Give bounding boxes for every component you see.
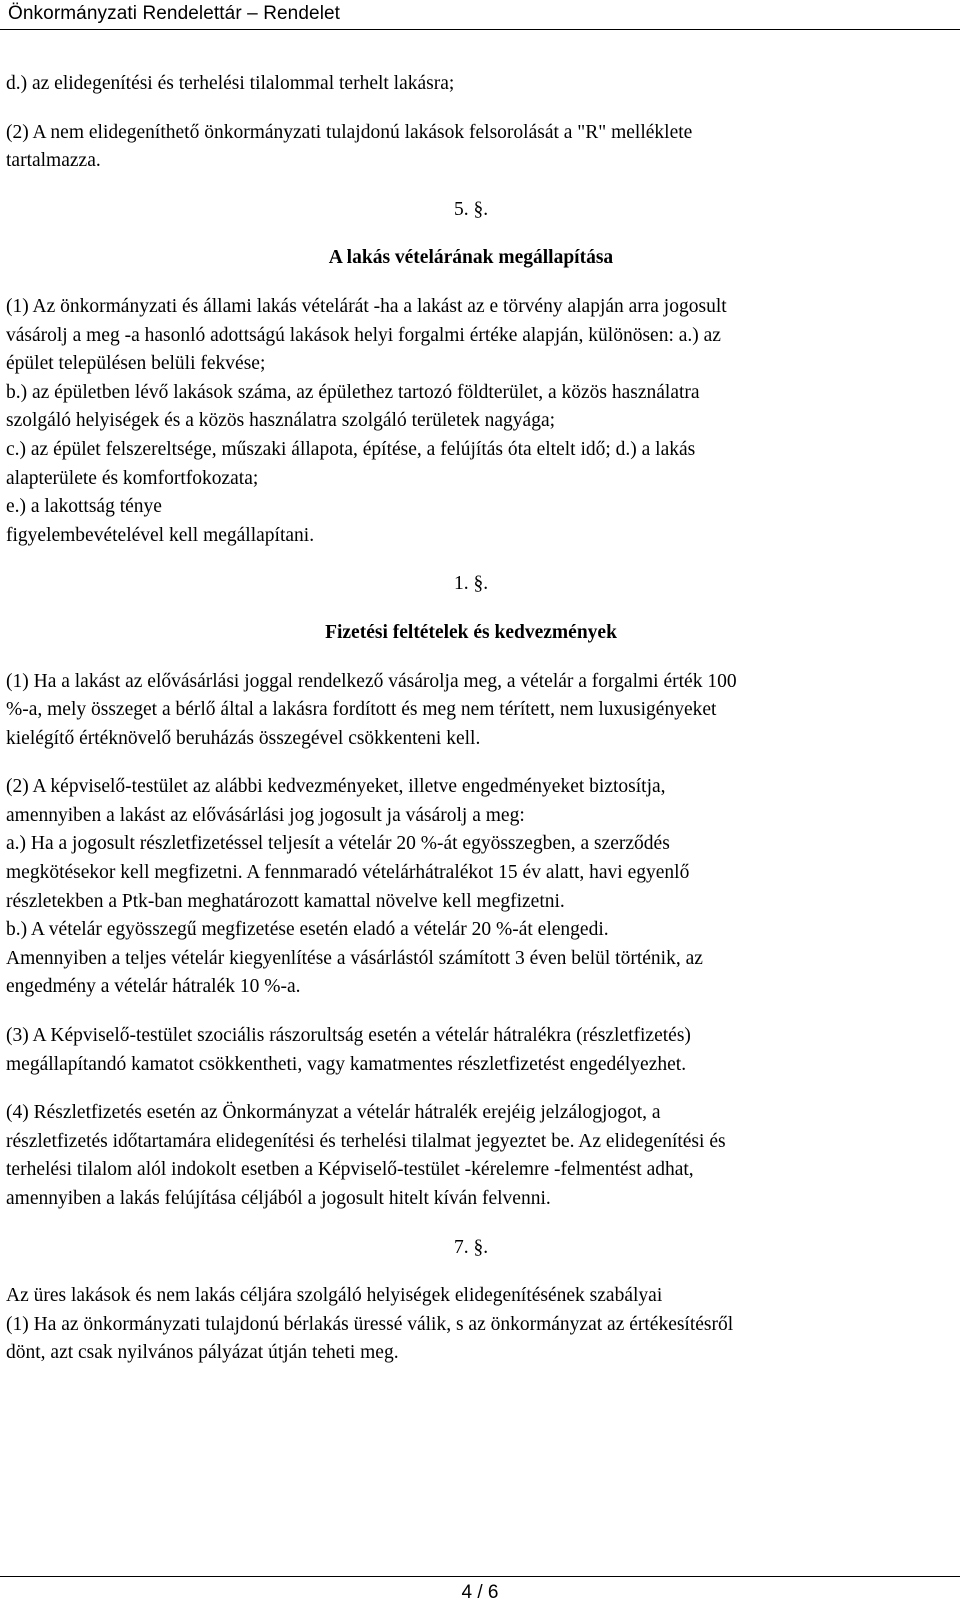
section-1-number: 1. §. bbox=[453, 573, 489, 595]
s5-line: szolgáló helyiségek és a közös használatra szolgáló területek nagyága; bbox=[6, 410, 556, 432]
s5-line: figyelembevételével kell megállapítani. bbox=[6, 524, 315, 546]
s1-2-line: Amennyiben a teljes vételár kiegyenlítése a vásárlástól számított 3 éven belül történik, az bbox=[6, 947, 703, 969]
section-5-number: 5. §. bbox=[453, 198, 489, 220]
section-5-title: A lakás vételárának megállapítása bbox=[328, 247, 614, 269]
document-header bbox=[0, 0, 960, 30]
paragraph-d: d.) az elidegenítési és terhelési tilalommal terhelt lakásra; bbox=[6, 73, 455, 94]
s1-3-line: (3) A Képviselő-testület szociális rászorultság esetén a vételár hátralékra (részletfizetés) bbox=[6, 1025, 691, 1047]
s5-line: c.) az épület felszereltsége, műszaki állapota, építése, a felújítás óta eltelt idő; d.) a lakás bbox=[6, 438, 696, 460]
s1-4-line: amennyiben a lakás felújítása céljából a jogosult hitelt kíván felvenni. bbox=[6, 1188, 551, 1209]
document-body bbox=[6, 70, 936, 1368]
page-number: 4 / 6 bbox=[461, 1582, 499, 1603]
section-7-number: 7. §. bbox=[453, 1236, 489, 1258]
s7-1-line: (1) Ha az önkormányzati tulajdonú bérlakás üressé válik, s az önkormányzat az értékesítésről bbox=[6, 1313, 734, 1335]
s1-2-line: (2) A képviselő-testület az alábbi kedvezményeket, illetve engedményeket biztosítja, bbox=[6, 776, 666, 798]
s1-4-line: (4) Részletfizetés esetén az Önkormányzat a vételár hátralék erejéig jelzálogjogot, a bbox=[6, 1102, 661, 1124]
s1-4-line: részletfizetés időtartamára elidegenítési és terhelési tilalmat jegyeztet be. Az elidegenítési és bbox=[6, 1130, 726, 1152]
section-1-title: Fizetési feltételek és kedvezmények bbox=[325, 621, 617, 643]
paragraph-2-line-2: tartalmazza. bbox=[6, 150, 101, 172]
s1-2-line: engedmény a vételár hátralék 10 %-a. bbox=[6, 976, 301, 998]
s5-line: vásárolj a meg -a hasonló adottságú lakások helyi forgalmi értéke alapján, különösen: a.) az bbox=[6, 324, 721, 346]
s1-4-line: terhelési tilalom alól indokolt esetben a Képviselő-testület -kérelemre -felmentést adhat, bbox=[6, 1159, 694, 1181]
s1-1-line: %-a, mely összeget a bérlő által a lakásra fordított és meg nem térített, nem luxusigényeket bbox=[6, 699, 717, 721]
paragraph-2-line-1: (2) A nem elidegeníthető önkormányzati tulajdonú lakások felsorolását a "R" melléklete bbox=[6, 121, 693, 143]
s5-line: épület településen belüli fekvése; bbox=[6, 353, 266, 375]
s1-2-line: amennyiben a lakást az elővásárlási jog jogosult ja vásárolj a meg: bbox=[6, 804, 525, 826]
s5-line: (1) Az önkormányzati és állami lakás vételárát -ha a lakást az e törvény alapján arra jogosult bbox=[6, 295, 727, 317]
section-7-title: Az üres lakások és nem lakás céljára szolgáló helyiségek elidegenítésének szabályai bbox=[6, 1285, 663, 1307]
s1-2-line: megkötésekor kell megfizetni. A fennmaradó vételárhátralékot 15 év alatt, havi egyenlő bbox=[6, 862, 690, 884]
s5-line: alapterülete és komfortfokozata; bbox=[6, 467, 259, 489]
s1-1-line: kielégítő értéknövelő beruházás összegével csökkenteni kell. bbox=[6, 727, 481, 749]
s1-3-line: megállapítandó kamatot csökkentheti, vagy kamatmentes részletfizetést engedélyezhet. bbox=[6, 1053, 687, 1075]
s5-line: e.) a lakottság ténye bbox=[6, 496, 162, 518]
s1-2-line: b.) A vételár egyösszegű megfizetése esetén eladó a vételár 20 %-át elengedi. bbox=[6, 919, 609, 941]
s7-1-line: dönt, azt csak nyilvános pályázat útján teheti meg. bbox=[6, 1342, 399, 1364]
s5-line: b.) az épületben lévő lakások száma, az épülethez tartozó földterület, a közös használatra bbox=[6, 381, 700, 403]
s1-2-line: a.) Ha a jogosult részletfizetéssel teljesít a vételár 20 %-át egyösszegben, a szerződés bbox=[6, 833, 670, 855]
footer-rule bbox=[0, 1576, 960, 1577]
s1-1-line: (1) Ha a lakást az elővásárlási joggal rendelkező vásárolja meg, a vételár a forgalmi érték 100 bbox=[6, 670, 737, 692]
header-title: Önkormányzati Rendelettár – Rendelet bbox=[8, 3, 341, 24]
s1-2-line: részletekben a Ptk-ban meghatározott kamattal növelve kell megfizetni. bbox=[6, 890, 565, 912]
